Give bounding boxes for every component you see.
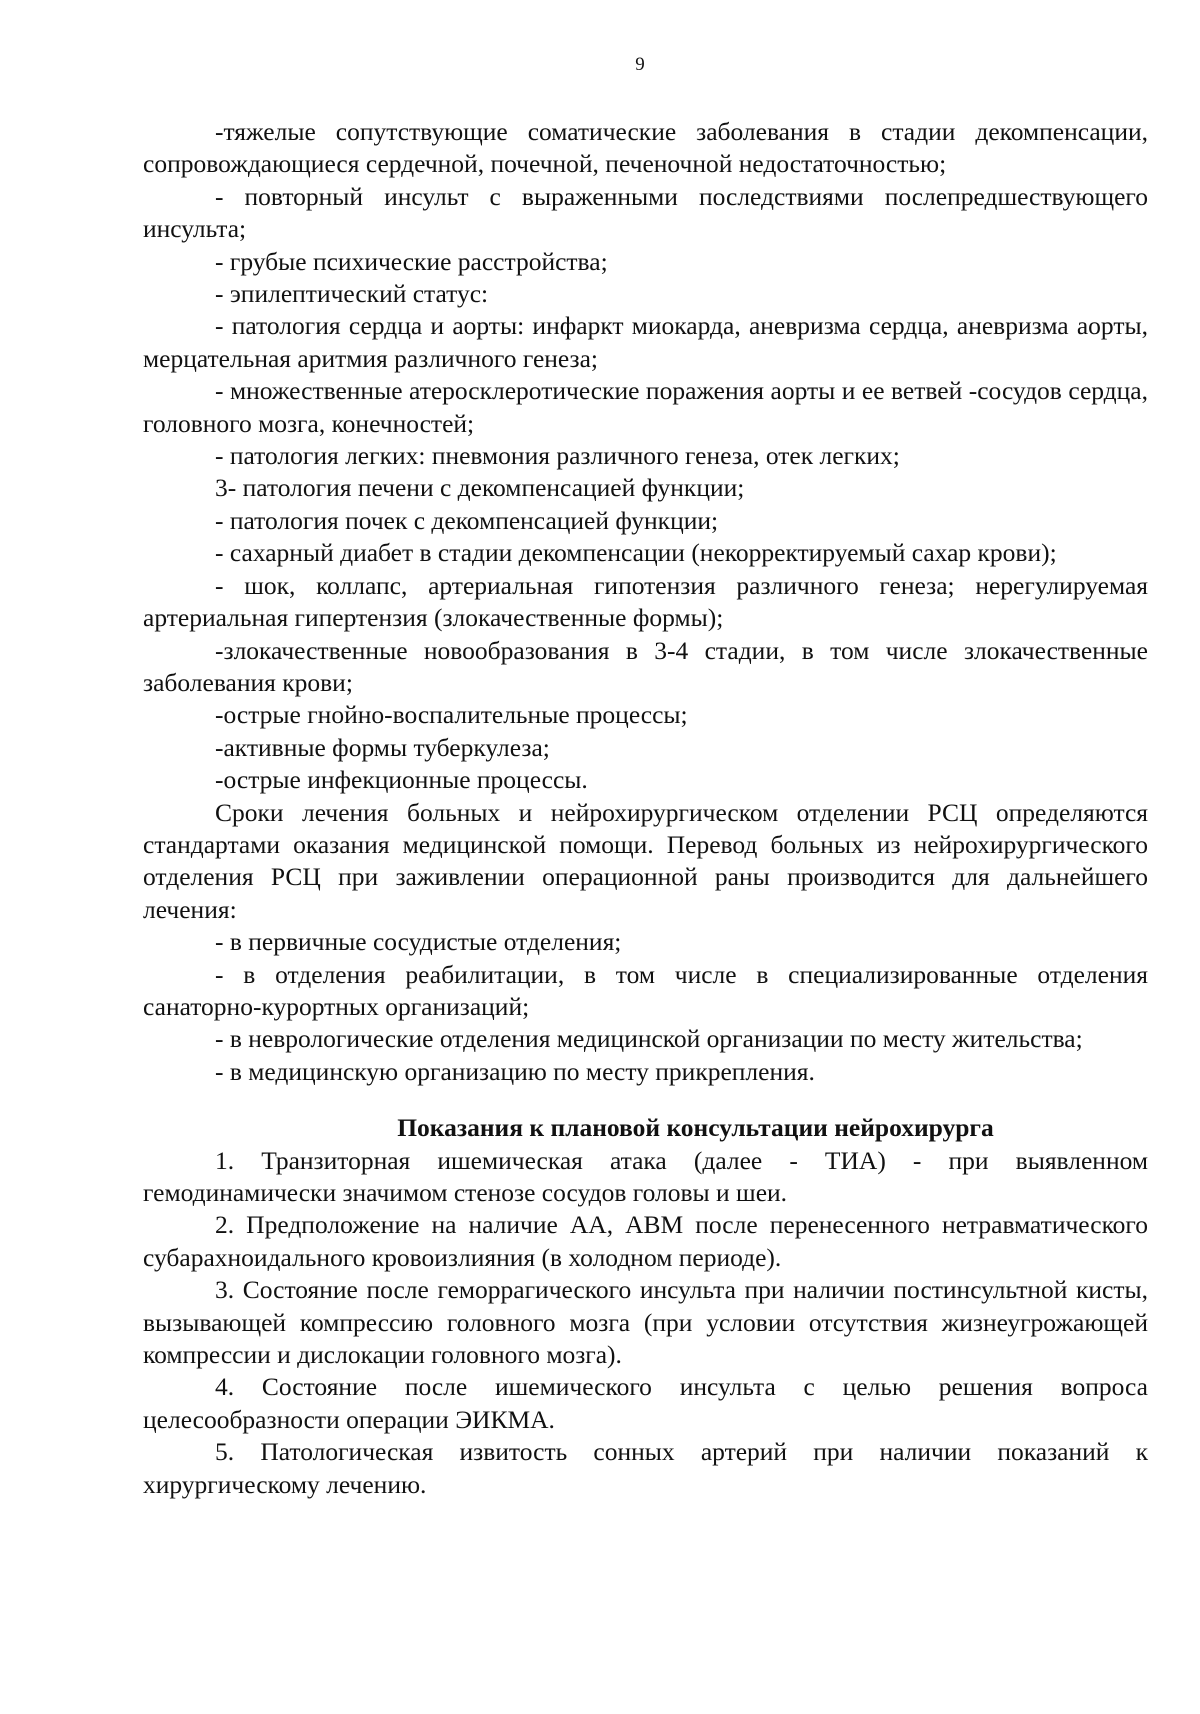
paragraph: -острые гнойно-воспалительные процессы; (215, 700, 688, 730)
paragraph: - сахарный диабет в стадии декомпенсации (некорректируемый сахар крови); (215, 538, 1057, 568)
paragraph: - патология сердца и аорты: инфаркт миокарда, аневризма сердца, аневризма аорты, мерцательная аритмия различного генеза; (143, 311, 1148, 373)
numbered-paragraph: 4. Состояние после ишемического инсульта с целью решения вопроса целесообразности операции ЭИКМА. (143, 1372, 1148, 1434)
numbered-paragraph: 1. Транзиторная ишемическая атака (далее - ТИА) - при выявленном гемодинамически значимом стенозе сосудов головы и шеи. (143, 1145, 1148, 1207)
paragraph: - эпилептический статус: (215, 279, 489, 309)
paragraph: - в медицинскую организацию по месту прикрепления. (215, 1056, 815, 1086)
paragraph: - в первичные сосудистые отделения; (215, 927, 622, 957)
paragraph: - в отделения реабилитации, в том числе в специализированные отделения санаторно-курортных организаций; (143, 959, 1148, 1021)
paragraph: - повторный инсульт с выраженными последствиями послепредшествующего инсульта; (143, 181, 1148, 244)
paragraph: Сроки лечения больных и нейрохирургическом отделении РСЦ определяются стандартами оказания медицинской помощи. Перевод больных из нейрохирургического отделения РСЦ при заживлении операционной раны производится для дальнейшего лечения: (143, 797, 1148, 924)
paragraph: - в неврологические отделения медицинской организации по месту жительства; (215, 1024, 1083, 1054)
paragraph: -активные формы туберкулеза; (215, 732, 550, 762)
paragraph: - грубые психические расстройства; (215, 246, 608, 276)
paragraph: -тяжелые сопутствующие соматические заболевания в стадии декомпенсации, сопровождающиеся сердечной, почечной, печеночной недостаточностью; (143, 117, 1148, 179)
numbered-paragraph: 3. Состояние после геморрагического инсульта при наличии постинсультной кисты, вызывающей компрессию головного мозга (при условии отсутствия жизнеугрожающей компрессии и дислокации головного мозга). (143, 1275, 1148, 1370)
paragraph: - множественные атеросклеротические поражения аорты и ее ветвей -сосудов сердца, головного мозга, конечностей; (143, 376, 1148, 438)
paragraph: -острые инфекционные процессы. (215, 765, 588, 795)
paragraph: -злокачественные новообразования в 3-4 стадии, в том числе злокачественные заболевания крови; (143, 635, 1148, 697)
page-number: 9 (635, 54, 645, 75)
document-body (143, 116, 1148, 1501)
numbered-paragraph: 5. Патологическая извитость сонных артерий при наличии показаний к хирургическому лечению. (143, 1437, 1148, 1499)
numbered-paragraph: 2. Предположение на наличие АА, АВМ после перенесенного нетравматического субарахноидального кровоизлияния (в холодном периоде). (143, 1210, 1148, 1272)
paragraph: - патология почек с декомпенсацией функции; (215, 505, 719, 535)
paragraph: - шок, коллапс, артериальная гипотензия различного генеза; нерегулируемая артериальная гипертензия (злокачественные формы); (143, 570, 1148, 633)
paragraph: - патология легких: пневмония различного генеза, отек легких; (215, 441, 900, 471)
section-heading: Показания к плановой консультации нейрохирурга (397, 1113, 994, 1143)
paragraph: 3- патология печени с декомпенсацией функции; (215, 473, 745, 503)
